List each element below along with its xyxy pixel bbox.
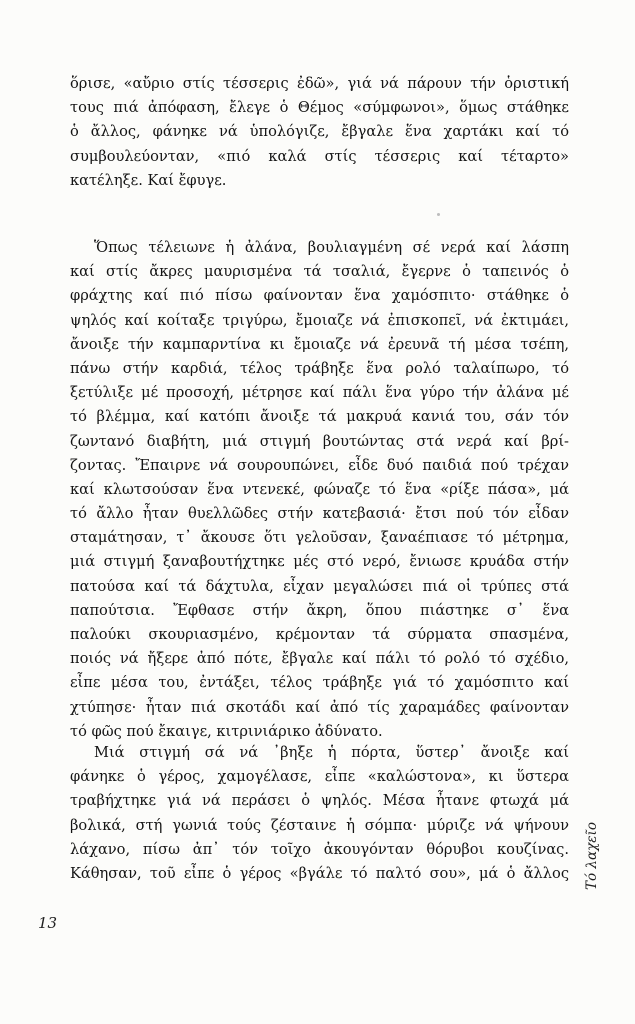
text-line: ζοντας. Ἔπαιρνε νά σουρουπώνει, εἶδε δυό παιδιά πού τρέχαν — [70, 456, 569, 474]
text-line: τραβήχτηκε γιά νά περάσει ὁ ψηλός. Μέσα ἦτανε φτωχά μά — [70, 792, 569, 810]
text-line: ὁ ἄλλος, φάνηκε νά ὑπολόγιζε, ἔβγαλε ἕνα χαρτάκι καί τό — [70, 123, 569, 141]
print-speck — [437, 213, 440, 216]
text-line: παπούτσια. Ἔφθασε στήν ἄκρη, ὅπου πιάστηκε σ᾽ ἕνα — [70, 601, 569, 619]
text-line: παλούκι σκουριασμένο, κρέμονταν τά σύρματα σπασμένα, — [70, 626, 569, 643]
text-line: ξετύλιξε μέ προσοχή, μέτρησε καί πάλι ἕνα γύρο τήν ἀλάνα μέ — [70, 384, 569, 402]
page-number: 13 — [38, 914, 58, 932]
text-line: πάνω στήν καρδιά, τέλος τράβηξε ἕνα ρολό ταλαίπωρο, τό — [70, 359, 569, 377]
text-line: Κάθησαν, τοῦ εἶπε ὁ γέρος «βγάλε τό παλτό σου», μά ὁ ἄλλος — [70, 864, 569, 882]
text-line: καί κλωτσούσαν ἕνα ντενεκέ, φώναζε τό ἕνα «ρίξε πάσα», μά — [70, 480, 569, 498]
text-line: ὅρισε, «αὔριο στίς τέσσερις ἐδῶ», γιά νά πάρουν τήν ὁριστική — [70, 75, 569, 92]
text-line: τό βλέμμα, καί κατόπι ἄνοιξε τά μακρυά κανιά του, σάν τόν — [70, 408, 569, 426]
text-line: συμβουλεύονταν, «πιό καλά στίς τέσσερις καί τέταρτο» — [70, 147, 569, 165]
text-line: σταμάτησαν, τ᾽ ἄκουσε ὅτι γελοῦσαν, ξαναέπιασε τό μέτρημα, — [70, 529, 569, 547]
text-line: Ὅπως τέλειωνε ἡ ἀλάνα, βουλιαγμένη σέ νερά καί λάσπη — [94, 239, 569, 256]
paragraph-3 — [70, 741, 569, 886]
paragraph-1 — [70, 72, 569, 193]
text-line: πατούσα καί τά δάχτυλα, εἶχαν μεγαλώσει πιά οἱ τρύπες στά — [70, 577, 569, 595]
text-line: Μιά στιγμή σά νά ᾽βηξε ἡ πόρτα, ὕστερ᾽ ἄνοιξε καί — [94, 744, 569, 761]
text-line: καί στίς ἄκρες μαυρισμένα τά τσαλιά, ἔγερνε ὁ ταπεινός ὁ — [70, 263, 569, 281]
text-line: χτύπησε· ἦταν πιά σκοτάδι καί ἀπό τίς χαραμάδες φαίνονταν — [70, 698, 569, 716]
text-line: εἶπε μέσα του, ἐντάξει, τέλος τράβηξε γιά τό χαμόσπιτο καί — [70, 674, 569, 692]
text-line: ἄνοιξε τήν καμπαρντίνα κι ἔμοιαζε νά ἐρευνᾶ τή μέσα τσέπη, — [70, 335, 569, 353]
text-line: βολικά, στή γωνιά τούς ζέσταινε ἡ σόμπα· μύριζε νά ψήνουν — [70, 816, 569, 834]
text-line: λάχανο, πίσω ἀπ᾽ τόν τοῖχο ἀκουγόνταν θόρυβοι κουζίνας. — [70, 840, 569, 858]
text-line: φάνηκε ὁ γέρος, χαμογέλασε, εἶπε «καλώστονα», κι ὕστερα — [70, 768, 569, 786]
text-line: κατέληξε. Καί ἔφυγε. — [70, 171, 227, 189]
text-line: τους πιά ἀπόφαση, ἔλεγε ὁ Θέμος «σύμφωνοι», ὅμως στάθηκε — [70, 99, 569, 117]
text-line: ποιός νά ἤξερε ἀπό πότε, ἔβγαλε καί πάλι τό ρολό τό σχέδιο, — [70, 650, 569, 668]
text-line: φράχτης καί πιό πίσω φαίνονταν ἕνα χαμόσπιτο· στάθηκε ὁ — [70, 287, 569, 305]
text-line: μιά στιγμή ξαναβουτήχτηκε μές στό νερό, ἔνιωσε κρυάδα στήν — [70, 553, 569, 571]
text-line: τό φῶς πού ἔκαιγε, κιτρινιάρικο ἀδύνατο. — [70, 722, 383, 740]
paragraph-2 — [70, 236, 569, 744]
text-line: ψηλός καί κοίταξε τριγύρω, ἔμοιαζε νά ἐπισκοπεῖ, νά ἐκτιμάει, — [70, 311, 569, 329]
text-line: τό ἄλλο ἦταν θυελλῶδες στήν κατεβασιά· ἔτσι πού τόν εἶδαν — [70, 505, 569, 523]
text-line: ζωντανό διαβήτη, μιά στιγμή βουτώντας στά νερά καί βρί- — [70, 432, 569, 450]
running-title: Τό λαχεῖο — [584, 822, 600, 890]
